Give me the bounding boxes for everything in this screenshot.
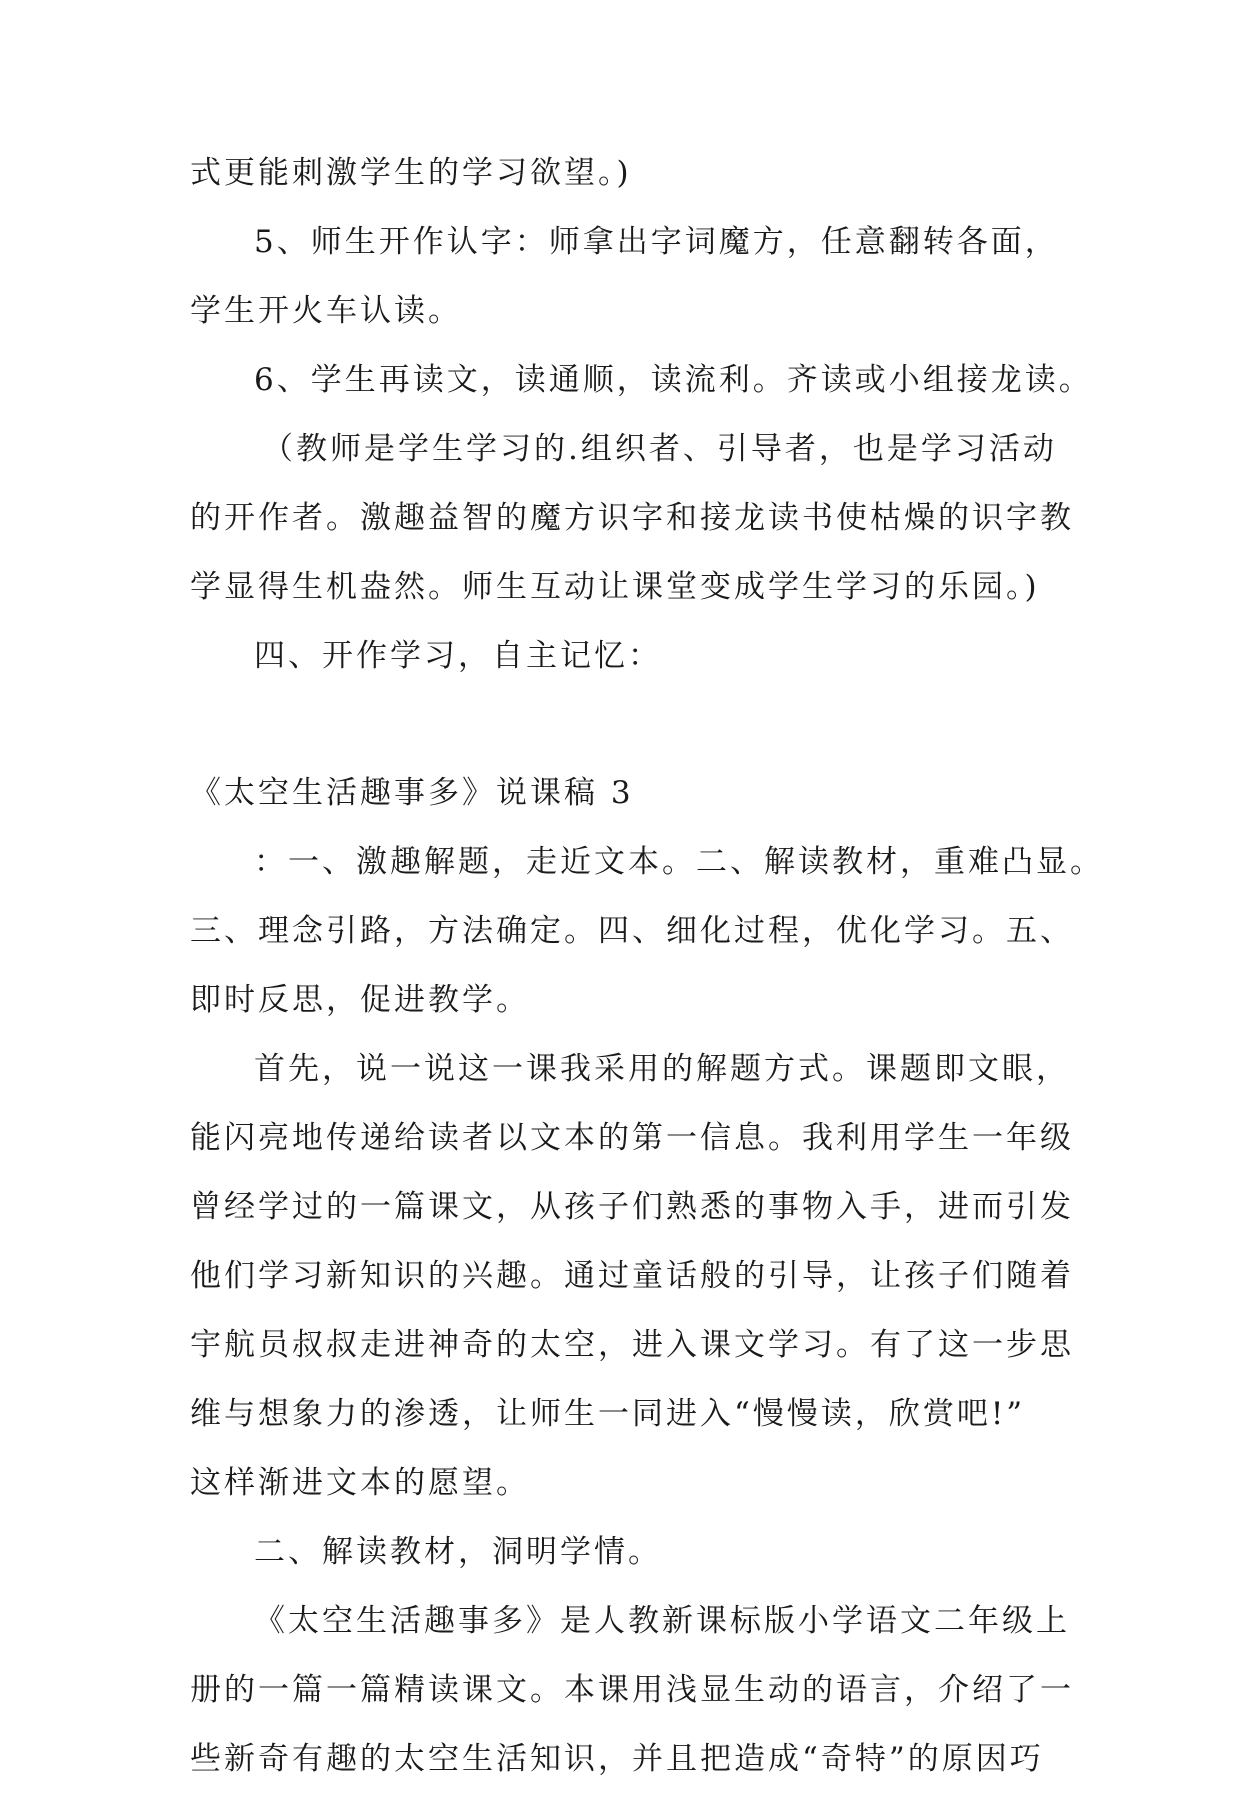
- paragraph-line: 首先，说一说这一课我采用的解题方式。课题即文眼，: [254, 1051, 1070, 1087]
- paragraph-line: 5、师生开作认字：师拿出字词魔方，任意翻转各面，: [254, 224, 1059, 260]
- paragraph-line: 些新奇有趣的太空生活知识，并且把造成“奇特”的原因巧: [190, 1741, 1044, 1777]
- paragraph-line: 《太空生活趣事多》是人教新课标版小学语文二年级上: [254, 1603, 1070, 1639]
- paragraph-line: 学显得生机盎然。师生互动让课堂变成学生学习的乐园。): [190, 569, 1040, 605]
- paragraph-line: 册的一篇一篇精读课文。本课用浅显生动的语言，介绍了一: [190, 1672, 1074, 1708]
- paragraph-line: 宇航员叔叔走进神奇的太空，进入课文学习。有了这一步思: [190, 1327, 1074, 1363]
- paragraph-line: 他们学习新知识的兴趣。通过童话般的引导，让孩子们随着: [190, 1258, 1074, 1294]
- paragraph-line: 学生开火车认读。: [190, 293, 462, 329]
- paragraph-line: 6、学生再读文，读通顺，读流利。齐读或小组接龙读。: [254, 362, 1093, 398]
- paragraph-line: ：一、激趣解题，走近文本。二、解读教材，重难凸显。: [254, 844, 1104, 880]
- paragraph-line: 能闪亮地传递给读者以文本的第一信息。我利用学生一年级: [190, 1120, 1074, 1156]
- paragraph-line: 二、解读教材，洞明学情。: [254, 1534, 662, 1570]
- paragraph-line: 维与想象力的渗透，让师生一同进入“慢慢读，欣赏吧!”: [190, 1396, 1026, 1432]
- paragraph-line: 三、理念引路，方法确定。四、细化过程，优化学习。五、: [190, 913, 1074, 949]
- paragraph-line: 这样渐进文本的愿望。: [190, 1465, 530, 1501]
- paragraph-line: 曾经学过的一篇课文，从孩子们熟悉的事物入手，进而引发: [190, 1189, 1074, 1225]
- document-body: [190, 155, 1104, 1813]
- section-spacer: [190, 710, 1070, 778]
- paragraph-line: （教师是学生学习的.组织者、引导者，也是学习活动: [262, 431, 1057, 467]
- paragraph-line: 的开作者。激趣益智的魔方识字和接龙读书使枯燥的识字教: [190, 500, 1074, 536]
- paragraph-line: 即时反思，促进教学。: [190, 982, 530, 1018]
- paragraph-line: 四、开作学习，自主记忆：: [254, 638, 662, 674]
- section-title: 《太空生活趣事多》说课稿 3: [190, 775, 634, 811]
- paragraph-line: 式更能刺激学生的学习欲望。): [190, 155, 632, 191]
